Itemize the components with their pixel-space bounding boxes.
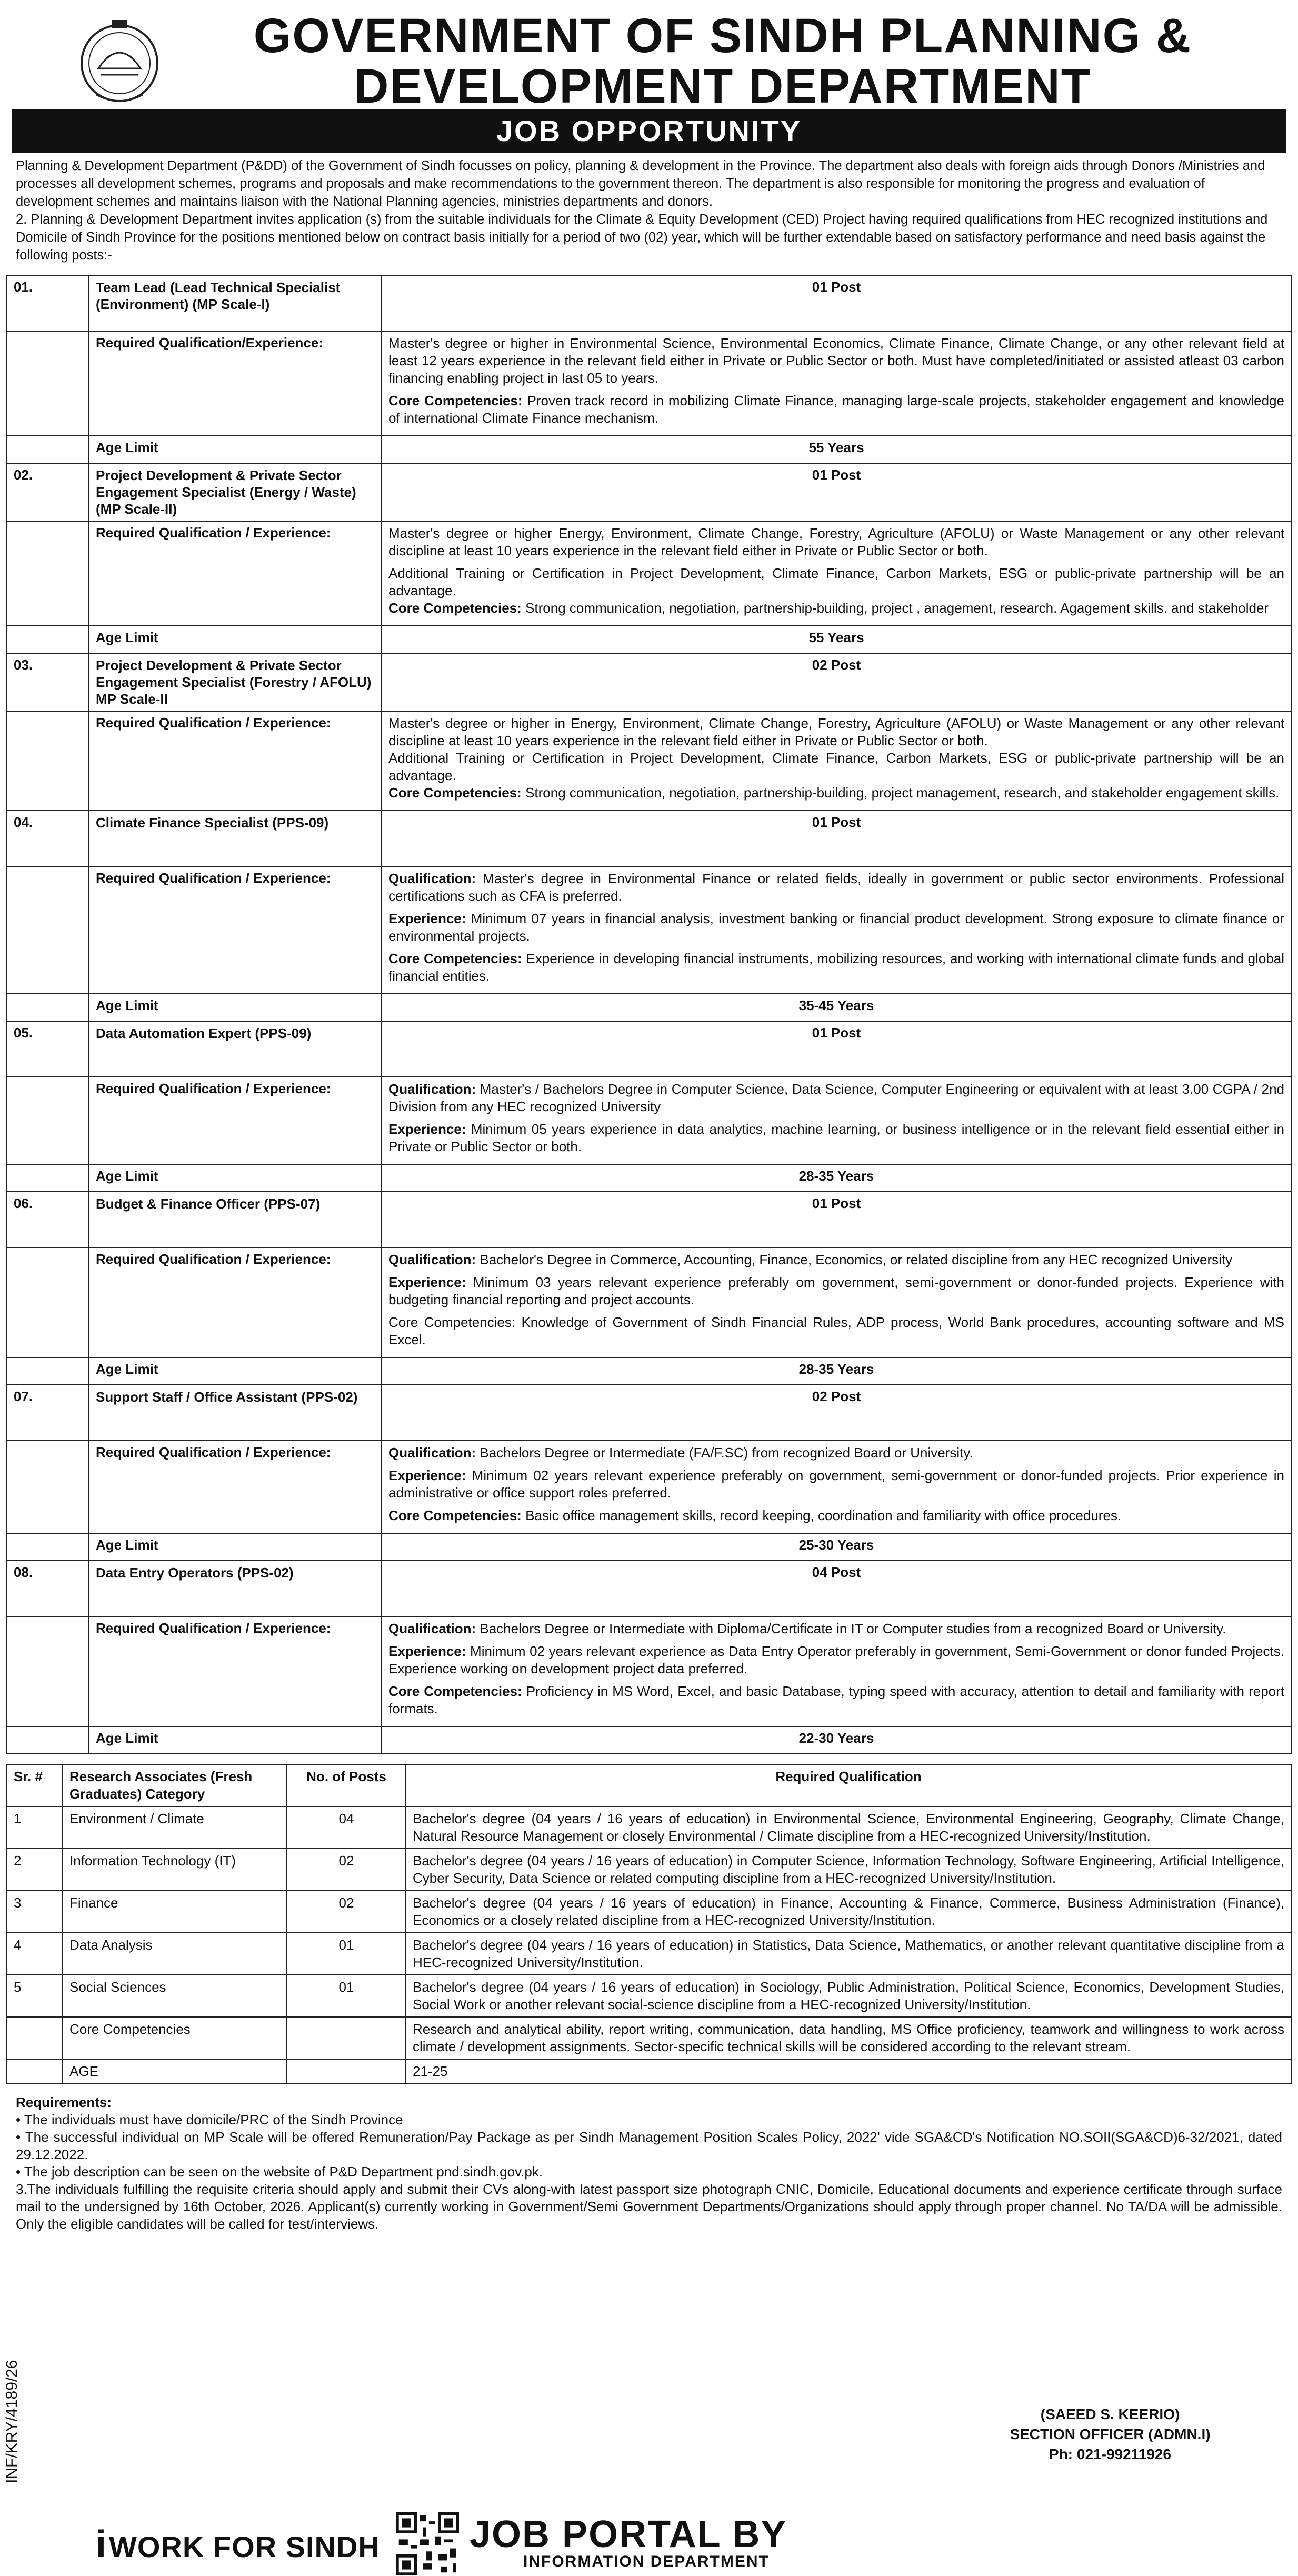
req-text: Master's degree or higher in Energy, Environment, Climate Change, Forestry, Agriculture (AFOLU) or Waste Management or any other relevant discipline at least 10 years experience in the relevant field either in Private or Public Sector or both. (388, 715, 1284, 748)
cell-posts (287, 2059, 406, 2084)
age-value: 25-30 Years (382, 1533, 1291, 1561)
core-competencies: Core Competencies: Proficiency in MS Word, Excel, and basic Database, typing speed with accuracy, attention to detail and familiarity with report formats. (388, 1683, 1284, 1716)
age-label: Age Limit (89, 1726, 382, 1754)
age-label: Age Limit (89, 626, 382, 653)
intro-text (16, 157, 1282, 264)
qualification: Qualification: Master's degree in Environmental Finance or related fields, ideally in government or public sector environments. Professional certifications such as CFA is preferred. (388, 871, 1284, 904)
age-row (7, 994, 1291, 1021)
cell-sr: 4 (7, 1933, 63, 1975)
sindh-government-seal-icon (75, 16, 164, 105)
req-label: Required Qualification / Experience: (89, 866, 382, 994)
requirement-item: • The individuals must have domicile/PRC of the Sindh Province (16, 2112, 403, 2128)
cell-posts: 01 (287, 1975, 406, 2017)
requirement-item: 3.The individuals fulfilling the requisite criteria should apply and submit their CVs along-with latest passport size photograph CNIC, Domicile, Educational documents and experience certificate through surface mail to the undersigned by 16th October, 2026. Applicant(s) currently working in Government/Semi Government Departments/Organizations should apply through proper channel. No TA/DA will be admissible. Only the eligible candidates will be called for test/interviews. (16, 2181, 1282, 2232)
age-label: Age Limit (89, 994, 382, 1021)
qualification: Qualification: Master's / Bachelors Degree in Computer Science, Data Science, Computer Engineering or equivalent with at least 3.00 CGPA / 2nd Division from any HEC recognized University (388, 1081, 1284, 1114)
age-label: Age Limit (89, 1533, 382, 1561)
cell-qualification: Bachelor's degree (04 years / 16 years of education) in Sociology, Public Administration, Political Science, Economics, Development Studies, Social Work or another relevant social-science discipline from a HEC-recognized University/Institution. (406, 1975, 1291, 2017)
table-row (7, 2059, 1291, 2084)
cell-sr: 5 (7, 1975, 63, 2017)
table-row (7, 1933, 1291, 1975)
post-title: Project Development & Private Sector Engagement Specialist (Forestry / AFOLU) MP Scale-II (89, 653, 382, 711)
req-label: Required Qualification / Experience: (89, 711, 382, 811)
column-header: No. of Posts (287, 1764, 406, 1806)
req-label: Required Qualification / Experience: (89, 1077, 382, 1164)
requirement-item: • The successful individual on MP Scale will be offered Remuneration/Pay Package as per Sindh Management Position Scales Policy, 2022' vide SGA&CD's Notification NO.SOII(SGA&CD)6-32/2021, dated 29.12.2022. (16, 2129, 1282, 2162)
table-row (7, 1806, 1291, 1849)
post-sr: 02. (7, 463, 89, 521)
cell-qualification: Bachelor's degree (04 years / 16 years of education) in Computer Science, Information Technology, Software Engineering, Artificial Intelligence, Cyber Security, Data Science or related computing discipline from a HEC-recognized University/Institution. (406, 1849, 1291, 1891)
cell-category: AGE (63, 2059, 287, 2084)
title-line-1: GOVERNMENT OF SINDH PLANNING & (253, 9, 1192, 63)
reference-number: INF/KRY/4189/26 (3, 2360, 21, 2483)
experience: Experience: Minimum 03 years relevant experience preferably om government, semi-government or donor-funded projects. Experience with budgeting financial reporting and project accounts. (388, 1274, 1284, 1307)
table-row (7, 1849, 1291, 1891)
table-row (7, 1891, 1291, 1933)
cell-sr (7, 2059, 63, 2084)
cell-qualification: Research and analytical ability, report writing, communication, data handling, MS Office proficiency, teamwork and willingness to work across climate / development assignments. Sector-specific technical skills will be considered according to the relevant stream. (406, 2017, 1291, 2059)
post-row (7, 1192, 1291, 1247)
age-label: Age Limit (89, 436, 382, 463)
post-requirements (382, 711, 1291, 811)
intro-paragraph-1: Planning & Development Department (P&DD) of the Government of Sindh focusses on policy, planning & development in the Province. The department also deals with foreign aids through Donors /Ministries and processes all development schemes, programs and proposals and make recommendations to the government thereon. The department is also responsible for monitoring the progress and evaluation of development schemes and maintains liaison with the National Planning agencies, ministries departments and donors. (16, 158, 1265, 209)
cell-category: Information Technology (IT) (63, 1849, 287, 1891)
req-label: Required Qualification / Experience: (89, 521, 382, 626)
post-title: Budget & Finance Officer (PPS-07) (89, 1192, 382, 1247)
requirements-section (16, 2094, 1282, 2233)
cell-qualification: Bachelor's degree (04 years / 16 years of education) in Environmental Science, Environmental Engineering, Geography, Climate Change, Natural Resource Management or closely Environmental / Climate discipline from a HEC-recognized University/Institution. (406, 1806, 1291, 1849)
advertisement-page (3, 4, 1292, 2572)
officer-name: (SAEED S. KEERIO) (1040, 2406, 1180, 2422)
req-text: Master's degree or higher in Environmental Science, Environmental Economics, Climate Finance, Climate Change, or any other relevant field at least 12 years experience in the relevant field either in Private or Public Sector or both. Must have completed/initiated or assisted atleast 03 carbon financing enabling project in last 05 to years. (388, 335, 1284, 386)
requirement-item: • The job description can be seen on the website of P&D Department pnd.sindh.gov.pk. (16, 2164, 543, 2180)
post-requirements-row (7, 1247, 1291, 1357)
age-label: Age Limit (89, 1357, 382, 1385)
post-count: 02 Post (382, 653, 1291, 711)
job-portal-logo: JOB PORTAL BY (470, 2513, 787, 2555)
post-sr: 05. (7, 1021, 89, 1077)
experience: Experience: Minimum 05 years experience in data analytics, machine learning, or business intelligence or in the relevant field essential either in Private or Public Sector or both. (388, 1121, 1284, 1154)
post-count: 02 Post (382, 1385, 1291, 1441)
qualification: Qualification: Bachelors Degree or Intermediate with Diploma/Certificate in IT or Computer studies from a recognized Board or University. (388, 1621, 1226, 1636)
age-row (7, 1357, 1291, 1385)
cell-posts: 02 (287, 1849, 406, 1891)
post-title: Project Development & Private Sector Engagement Specialist (Energy / Waste) (MP Scale-II) (89, 463, 382, 521)
column-header: Sr. # (7, 1764, 63, 1806)
req-text: Master's degree or higher Energy, Environment, Climate Change, Forestry, Agriculture (AFOLU) or Waste Management or any other relevant discipline at least 10 years experience in the relevant field either in Private or Public Sector or both. (388, 525, 1284, 558)
post-requirements-row (7, 1616, 1291, 1726)
age-value: 28-35 Years (382, 1164, 1291, 1192)
post-count: 01 Post (382, 463, 1291, 521)
header (6, 4, 1292, 113)
qr-code-icon[interactable] (396, 2512, 459, 2575)
core-competencies: Core Competencies: Proven track record in mobilizing Climate Finance, managing large-scale projects, stakeholder engagement and knowledge of international Climate Finance mechanism. (388, 393, 1284, 426)
cell-category: Social Sciences (63, 1975, 287, 2017)
cell-sr: 1 (7, 1806, 63, 1849)
post-title: Data Entry Operators (PPS-02) (89, 1561, 382, 1616)
post-requirements (382, 331, 1291, 436)
post-requirements (382, 1247, 1291, 1357)
req-text-additional: Additional Training or Certification in Project Development, Climate Finance, Carbon Markets, ESG or public-private partnership will be an advantage. (388, 750, 1284, 783)
post-requirements-row (7, 331, 1291, 436)
title-line-2: DEVELOPMENT DEPARTMENT (354, 59, 1092, 113)
post-count: 04 Post (382, 1561, 1291, 1616)
cell-category: Environment / Climate (63, 1806, 287, 1849)
officer-phone: Ph: 021-99211926 (1049, 2446, 1171, 2462)
column-header: Required Qualification (406, 1764, 1291, 1806)
cell-posts: 04 (287, 1806, 406, 1849)
work-i-icon: i (96, 2523, 107, 2565)
post-requirements (382, 521, 1291, 626)
post-title: Support Staff / Office Assistant (PPS-02) (89, 1385, 382, 1441)
qualification: Qualification: Bachelors Degree or Intermediate (FA/F.SC) from recognized Board or University. (388, 1445, 973, 1461)
post-sr: 03. (7, 653, 89, 711)
age-row (7, 626, 1291, 653)
post-count: 01 Post (382, 811, 1291, 866)
intro-paragraph-2: 2. Planning & Development Department invites application (s) from the suitable individuals for the Climate & Equity Development (CED) Project having required qualifications from HEC recognized institutions and Domicile of Sindh Province for the positions mentioned below on contract basis initially for a period of two (02) year, which will be further extendable based on satisfactory performance and need basis against the following posts:- (16, 212, 1268, 263)
age-value: 55 Years (382, 436, 1291, 463)
age-value: 28-35 Years (382, 1357, 1291, 1385)
age-label: Age Limit (89, 1164, 382, 1192)
req-label: Required Qualification / Experience: (89, 1616, 382, 1726)
cell-sr (7, 2017, 63, 2059)
post-requirements-row (7, 1077, 1291, 1164)
post-title: Team Lead (Lead Technical Specialist (Environment) (MP Scale-I) (89, 275, 382, 331)
cell-category: Core Competencies (63, 2017, 287, 2059)
officer-designation: SECTION OFFICER (ADMN.I) (1010, 2426, 1211, 2442)
req-label: Required Qualification/Experience: (89, 331, 382, 436)
post-row (7, 275, 1291, 331)
cell-category: Data Analysis (63, 1933, 287, 1975)
age-row (7, 436, 1291, 463)
post-sr: 07. (7, 1385, 89, 1441)
experience: Experience: Minimum 07 years in financial analysis, investment banking or financial product development. Strong exposure to climate finance or environmental projects. (388, 911, 1284, 944)
core-competencies: Core Competencies: Strong communication, negotiation, partnership-building, project , anagement, research. Agagement skills. and stakeholder (388, 600, 1269, 616)
post-sr: 06. (7, 1192, 89, 1247)
req-label: Required Qualification / Experience: (89, 1247, 382, 1357)
age-value: 35-45 Years (382, 994, 1291, 1021)
core-competencies: Core Competencies: Strong communication, negotiation, partnership-building, project management, research, and stakeholder engagement skills. (388, 785, 1280, 801)
post-row (7, 463, 1291, 521)
table-row (7, 2017, 1291, 2059)
post-requirements (382, 1077, 1291, 1164)
age-row (7, 1533, 1291, 1561)
core-competencies: Core Competencies: Knowledge of Government of Sindh Financial Rules, ADP process, World Bank procedures, accounting software and MS Excel. (388, 1314, 1284, 1347)
post-requirements-row (7, 711, 1291, 811)
post-title: Data Automation Expert (PPS-09) (89, 1021, 382, 1077)
post-count: 01 Post (382, 1021, 1291, 1077)
experience: Experience: Minimum 02 years relevant experience preferably on government, semi-government or donor-funded projects. Prior experience in administrative or office support roles preferred. (388, 1467, 1284, 1501)
cell-sr: 2 (7, 1849, 63, 1891)
qualification: Qualification: Bachelor's Degree in Commerce, Accounting, Finance, Economics, or related discipline from any HEC recognized University (388, 1252, 1233, 1267)
posts-table (6, 275, 1292, 1754)
age-value: 55 Years (382, 626, 1291, 653)
req-text-additional: Additional Training or Certification in Project Development, Climate Finance, Carbon Markets, ESG or public-private partnership will be an advantage. (388, 565, 1284, 598)
core-competencies: Core Competencies: Basic office management skills, record keeping, coordination and familiarity with office procedures. (388, 1507, 1122, 1523)
cell-sr: 3 (7, 1891, 63, 1933)
req-label: Required Qualification / Experience: (89, 1441, 382, 1533)
core-competencies: Core Competencies: Experience in developing financial instruments, mobilizing resources, and working with international climate funds and global financial entities. (388, 951, 1284, 984)
cell-qualification: Bachelor's degree (04 years / 16 years of education) in Finance, Accounting & Finance, Commerce, Business Administration (Finance), Economics or a closely related discipline from a HEC-recognized University/Institution. (406, 1891, 1291, 1933)
experience: Experience: Minimum 02 years relevant experience as Data Entry Operator preferably in government, Semi-Government or donor funded Projects. Experience working on development project data preferred. (388, 1643, 1285, 1676)
post-sr: 01. (7, 275, 89, 331)
post-row (7, 1385, 1291, 1441)
post-requirements (382, 1616, 1291, 1726)
post-sr: 08. (7, 1561, 89, 1616)
age-row (7, 1726, 1291, 1754)
post-title: Climate Finance Specialist (PPS-09) (89, 811, 382, 866)
post-count: 01 Post (382, 275, 1291, 331)
post-requirements (382, 1441, 1291, 1533)
table-header-row (7, 1764, 1291, 1806)
page-title (164, 11, 1281, 112)
column-header: Research Associates (Fresh Graduates) Category (63, 1764, 287, 1806)
age-value: 22-30 Years (382, 1726, 1291, 1754)
post-row (7, 653, 1291, 711)
cell-posts (287, 2017, 406, 2059)
post-requirements-row (7, 521, 1291, 626)
research-associates-table (6, 1764, 1292, 2084)
cell-qualification: 21-25 (406, 2059, 1291, 2084)
job-opportunity-banner: JOB OPPORTUNITY (12, 109, 1286, 153)
signature-block (1000, 2404, 1221, 2464)
requirements-title: Requirements: (16, 2094, 112, 2110)
post-requirements-row (7, 866, 1291, 994)
cell-qualification: Bachelor's degree (04 years / 16 years of education) in Statistics, Data Science, Mathematics, or another relevant quantitative discipline from a HEC-recognized University/Institution. (406, 1933, 1291, 1975)
footer (3, 2360, 1292, 2573)
post-row (7, 1021, 1291, 1077)
age-row (7, 1164, 1291, 1192)
information-department-label: INFORMATION DEPARTMENT (523, 2553, 770, 2570)
cell-posts: 01 (287, 1933, 406, 1975)
cell-posts: 02 (287, 1891, 406, 1933)
table-row (7, 1975, 1291, 2017)
post-requirements (382, 866, 1291, 994)
post-count: 01 Post (382, 1192, 1291, 1247)
post-row (7, 1561, 1291, 1616)
post-row (7, 811, 1291, 866)
post-requirements-row (7, 1441, 1291, 1533)
cell-category: Finance (63, 1891, 287, 1933)
work-for-sindh-logo: iWORK FOR SINDH (96, 2523, 380, 2565)
post-sr: 04. (7, 811, 89, 866)
